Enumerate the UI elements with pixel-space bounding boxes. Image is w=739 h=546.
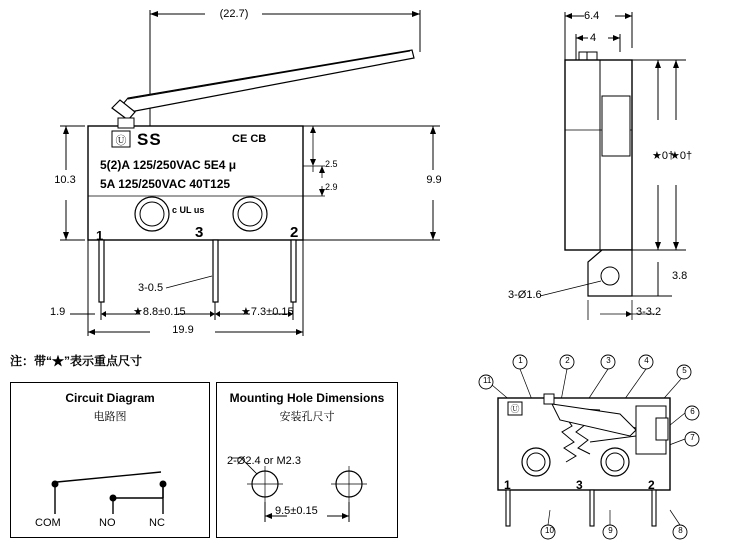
svg-text:Ⓤ: Ⓤ (510, 404, 520, 414)
callout-5: 5 (682, 366, 687, 375)
body-ul-mark: c UL us (172, 205, 205, 215)
callout-3: 3 (606, 356, 611, 365)
callout-1: 1 (518, 356, 523, 365)
mounting-panel-subtitle: 安装孔尺寸 (279, 411, 335, 423)
circuit-label-com: COM (35, 517, 61, 529)
body-rating-line1: 5(2)A 125/250VAC 5E4 μ (100, 158, 237, 172)
circuit-label-no: NO (99, 517, 116, 529)
dim-inner-b: 2.9 (325, 182, 338, 192)
callout-4: 4 (644, 356, 649, 365)
svg-text:Ⓤ: Ⓤ (115, 135, 127, 147)
side-dim-bottom: 3-3.2 (636, 306, 662, 318)
circuit-label-nc: NC (149, 517, 165, 529)
callout-6: 6 (690, 407, 695, 416)
side-dim-height-a: ★0† (652, 150, 675, 162)
callout-9: 9 (608, 526, 613, 535)
dim-right-height: 9.9 (426, 174, 442, 186)
terminal-label-1: 1 (96, 228, 104, 243)
side-dim-top-width: 6.4 (584, 10, 600, 22)
circuit-diagram-panel (10, 382, 210, 538)
exploded-terminal-3: 3 (576, 478, 583, 492)
body-marks-label: CE CB (232, 133, 267, 145)
mounting-span-label: 9.5±0.15 (275, 505, 318, 517)
side-dim-height-b: ★0† (670, 150, 693, 162)
side-dim-hole-dia: 3-Ø1.6 (508, 289, 542, 301)
callout-7: 7 (690, 433, 695, 442)
mounting-hole-label: 2-Ø2.4 or M2.3 (227, 455, 301, 467)
terminal-label-2: 2 (290, 224, 299, 241)
dim-pin-dia: 3-0.5 (138, 282, 164, 294)
dim-inner-a: 2.5 (325, 159, 338, 169)
side-dim-top-inner: 4 (590, 32, 597, 44)
dim-pin-span-2: ★7.3±0.15 (241, 306, 294, 318)
mounting-panel-title: Mounting Hole Dimensions (229, 391, 385, 405)
side-dim-term-height: 3.8 (672, 270, 688, 282)
dim-pin-span-1: ★8.8±0.15 (133, 306, 186, 318)
exploded-terminal-1: 1 (504, 478, 511, 492)
exploded-terminal-2: 2 (648, 478, 655, 492)
dim-bottom-total: 19.9 (172, 324, 194, 336)
body-brand-label: SS (137, 130, 162, 149)
star-note: 注：带“★”表示重点尺寸 (10, 354, 143, 368)
callout-11: 11 (483, 376, 492, 385)
circuit-panel-title: Circuit Diagram (65, 391, 155, 405)
body-rating-line2: 5A 125/250VAC 40T125 (100, 177, 231, 191)
mounting-hole-panel (216, 382, 398, 538)
dim-left-height: 10.3 (54, 174, 76, 186)
callout-2: 2 (565, 356, 570, 365)
terminal-label-3: 3 (195, 224, 204, 241)
callout-8: 8 (678, 526, 683, 535)
dim-pin-left-offset: 1.9 (50, 306, 66, 318)
callout-10: 10 (545, 526, 554, 535)
circuit-panel-subtitle: 电路图 (93, 411, 127, 423)
dim-top-width: (22.7) (219, 8, 249, 20)
